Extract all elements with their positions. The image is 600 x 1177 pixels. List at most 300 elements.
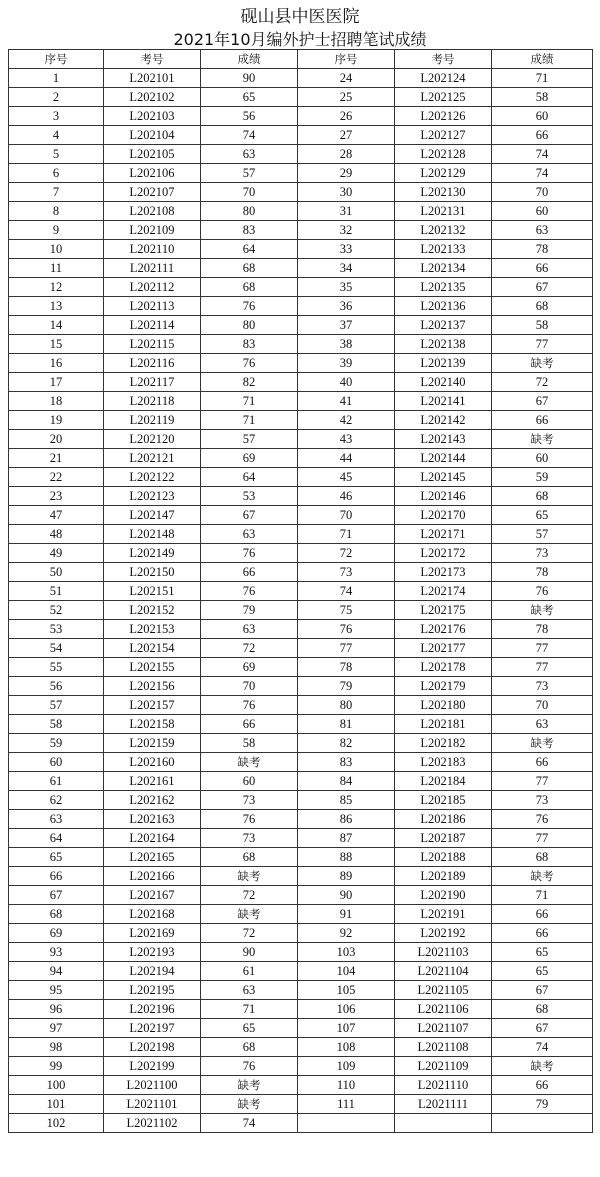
seq-cell: 41 bbox=[298, 392, 395, 411]
score-cell: 73 bbox=[492, 544, 593, 563]
seq-cell: 5 bbox=[9, 145, 104, 164]
seq-cell: 44 bbox=[298, 449, 395, 468]
seq-cell: 102 bbox=[9, 1114, 104, 1133]
exam-no-cell: L202105 bbox=[104, 145, 201, 164]
table-row bbox=[9, 924, 593, 943]
score-cell: 76 bbox=[201, 297, 298, 316]
exam-no-cell: L202141 bbox=[395, 392, 492, 411]
score-cell: 77 bbox=[492, 639, 593, 658]
seq-cell: 48 bbox=[9, 525, 104, 544]
exam-no-cell: L202113 bbox=[104, 297, 201, 316]
table-row bbox=[9, 183, 593, 202]
exam-no-cell: L202125 bbox=[395, 88, 492, 107]
exam-no-cell: L202168 bbox=[104, 905, 201, 924]
exam-no-cell: L202116 bbox=[104, 354, 201, 373]
score-cell bbox=[492, 1114, 593, 1133]
score-cell: 74 bbox=[492, 164, 593, 183]
table-row bbox=[9, 1076, 593, 1095]
exam-no-cell: L202127 bbox=[395, 126, 492, 145]
exam-no-cell: L202110 bbox=[104, 240, 201, 259]
exam-no-cell: L202101 bbox=[104, 69, 201, 88]
exam-no-cell: L202173 bbox=[395, 563, 492, 582]
seq-cell: 51 bbox=[9, 582, 104, 601]
exam-no-cell: L202177 bbox=[395, 639, 492, 658]
seq-cell: 65 bbox=[9, 848, 104, 867]
exam-no-cell: L2021101 bbox=[104, 1095, 201, 1114]
exam-no-cell: L202131 bbox=[395, 202, 492, 221]
exam-no-cell: L2021110 bbox=[395, 1076, 492, 1095]
seq-cell: 6 bbox=[9, 164, 104, 183]
exam-no-cell: L202190 bbox=[395, 886, 492, 905]
score-cell: 71 bbox=[201, 1000, 298, 1019]
seq-cell: 56 bbox=[9, 677, 104, 696]
score-cell: 70 bbox=[201, 183, 298, 202]
seq-cell: 75 bbox=[298, 601, 395, 620]
score-cell: 63 bbox=[492, 715, 593, 734]
score-cell: 74 bbox=[492, 1038, 593, 1057]
score-cell: 60 bbox=[492, 202, 593, 221]
exam-no-cell: L202147 bbox=[104, 506, 201, 525]
score-cell: 缺考 bbox=[201, 1076, 298, 1095]
seq-cell: 91 bbox=[298, 905, 395, 924]
score-cell: 67 bbox=[492, 392, 593, 411]
seq-cell: 110 bbox=[298, 1076, 395, 1095]
seq-cell: 96 bbox=[9, 1000, 104, 1019]
exam-no-cell: L202124 bbox=[395, 69, 492, 88]
score-cell: 65 bbox=[201, 1019, 298, 1038]
seq-cell: 57 bbox=[9, 696, 104, 715]
score-cell: 72 bbox=[201, 886, 298, 905]
table-row bbox=[9, 525, 593, 544]
exam-no-cell: L202104 bbox=[104, 126, 201, 145]
seq-cell: 103 bbox=[298, 943, 395, 962]
score-cell: 83 bbox=[201, 221, 298, 240]
table-row bbox=[9, 164, 593, 183]
seq-cell: 109 bbox=[298, 1057, 395, 1076]
exam-no-cell: L202120 bbox=[104, 430, 201, 449]
score-cell: 60 bbox=[201, 772, 298, 791]
seq-cell: 19 bbox=[9, 411, 104, 430]
exam-no-cell: L202118 bbox=[104, 392, 201, 411]
exam-no-cell: L202174 bbox=[395, 582, 492, 601]
exam-no-cell: L2021102 bbox=[104, 1114, 201, 1133]
score-cell: 58 bbox=[492, 316, 593, 335]
exam-no-cell: L202154 bbox=[104, 639, 201, 658]
exam-no-cell: L202182 bbox=[395, 734, 492, 753]
exam-no-cell: L202152 bbox=[104, 601, 201, 620]
score-cell: 73 bbox=[492, 677, 593, 696]
score-cell: 76 bbox=[492, 582, 593, 601]
score-cell: 58 bbox=[492, 88, 593, 107]
score-cell: 70 bbox=[492, 183, 593, 202]
score-cell: 68 bbox=[492, 297, 593, 316]
seq-cell: 39 bbox=[298, 354, 395, 373]
score-cell: 缺考 bbox=[201, 867, 298, 886]
seq-cell: 54 bbox=[9, 639, 104, 658]
exam-no-cell: L2021103 bbox=[395, 943, 492, 962]
table-row bbox=[9, 658, 593, 677]
score-cell: 79 bbox=[201, 601, 298, 620]
score-cell: 66 bbox=[492, 411, 593, 430]
seq-cell: 20 bbox=[9, 430, 104, 449]
seq-cell: 83 bbox=[298, 753, 395, 772]
table-row bbox=[9, 259, 593, 278]
score-cell: 71 bbox=[492, 886, 593, 905]
exam-no-cell: L202123 bbox=[104, 487, 201, 506]
seq-cell: 108 bbox=[298, 1038, 395, 1057]
score-cell: 78 bbox=[492, 240, 593, 259]
table-row bbox=[9, 582, 593, 601]
seq-cell: 100 bbox=[9, 1076, 104, 1095]
seq-cell: 25 bbox=[298, 88, 395, 107]
exam-no-cell: L202183 bbox=[395, 753, 492, 772]
seq-cell: 61 bbox=[9, 772, 104, 791]
score-cell: 64 bbox=[201, 468, 298, 487]
exam-no-cell bbox=[395, 1114, 492, 1133]
seq-cell: 1 bbox=[9, 69, 104, 88]
exam-no-cell: L202106 bbox=[104, 164, 201, 183]
seq-cell: 4 bbox=[9, 126, 104, 145]
score-cell: 57 bbox=[201, 164, 298, 183]
score-cell: 68 bbox=[201, 848, 298, 867]
seq-cell: 59 bbox=[9, 734, 104, 753]
score-cell: 74 bbox=[492, 145, 593, 164]
exam-no-cell: L202169 bbox=[104, 924, 201, 943]
table-body bbox=[9, 69, 593, 1133]
seq-cell: 18 bbox=[9, 392, 104, 411]
seq-cell: 22 bbox=[9, 468, 104, 487]
score-cell: 缺考 bbox=[492, 430, 593, 449]
exam-no-cell: L202176 bbox=[395, 620, 492, 639]
seq-cell: 40 bbox=[298, 373, 395, 392]
seq-cell: 62 bbox=[9, 791, 104, 810]
score-cell: 79 bbox=[492, 1095, 593, 1114]
score-cell: 缺考 bbox=[492, 867, 593, 886]
seq-cell: 42 bbox=[298, 411, 395, 430]
score-cell: 60 bbox=[492, 449, 593, 468]
score-cell: 72 bbox=[492, 373, 593, 392]
exam-no-cell: L202186 bbox=[395, 810, 492, 829]
exam-no-cell: L202188 bbox=[395, 848, 492, 867]
score-cell: 77 bbox=[492, 772, 593, 791]
exam-no-cell: L202197 bbox=[104, 1019, 201, 1038]
exam-no-cell: L202109 bbox=[104, 221, 201, 240]
exam-no-cell: L202142 bbox=[395, 411, 492, 430]
score-cell: 61 bbox=[201, 962, 298, 981]
seq-cell: 30 bbox=[298, 183, 395, 202]
seq-cell: 89 bbox=[298, 867, 395, 886]
table-row bbox=[9, 943, 593, 962]
exam-no-cell: L202145 bbox=[395, 468, 492, 487]
exam-no-cell: L202199 bbox=[104, 1057, 201, 1076]
exam-no-cell: L202162 bbox=[104, 791, 201, 810]
col-header-exam-no: 考号 bbox=[104, 50, 201, 69]
seq-cell: 23 bbox=[9, 487, 104, 506]
table-row bbox=[9, 829, 593, 848]
seq-cell: 43 bbox=[298, 430, 395, 449]
seq-cell: 7 bbox=[9, 183, 104, 202]
exam-no-cell: L202180 bbox=[395, 696, 492, 715]
score-cell: 66 bbox=[201, 715, 298, 734]
score-cell: 66 bbox=[492, 905, 593, 924]
seq-cell: 3 bbox=[9, 107, 104, 126]
table-row bbox=[9, 240, 593, 259]
score-cell: 71 bbox=[201, 411, 298, 430]
seq-cell: 34 bbox=[298, 259, 395, 278]
col-header-score: 成绩 bbox=[492, 50, 593, 69]
seq-cell: 9 bbox=[9, 221, 104, 240]
seq-cell: 82 bbox=[298, 734, 395, 753]
score-cell: 74 bbox=[201, 1114, 298, 1133]
score-cell: 67 bbox=[492, 981, 593, 1000]
seq-cell: 80 bbox=[298, 696, 395, 715]
score-cell: 82 bbox=[201, 373, 298, 392]
score-cell: 77 bbox=[492, 658, 593, 677]
exam-no-cell: L202187 bbox=[395, 829, 492, 848]
table-row bbox=[9, 1114, 593, 1133]
table-row bbox=[9, 316, 593, 335]
seq-cell: 60 bbox=[9, 753, 104, 772]
score-cell: 66 bbox=[201, 563, 298, 582]
score-cell: 80 bbox=[201, 316, 298, 335]
score-cell: 90 bbox=[201, 69, 298, 88]
table-row bbox=[9, 544, 593, 563]
seq-cell: 85 bbox=[298, 791, 395, 810]
table-row bbox=[9, 772, 593, 791]
exam-no-cell: L202171 bbox=[395, 525, 492, 544]
seq-cell: 105 bbox=[298, 981, 395, 1000]
exam-no-cell: L202191 bbox=[395, 905, 492, 924]
exam-no-cell: L2021104 bbox=[395, 962, 492, 981]
score-cell: 68 bbox=[492, 1000, 593, 1019]
exam-no-cell: L202166 bbox=[104, 867, 201, 886]
exam-no-cell: L202139 bbox=[395, 354, 492, 373]
table-row bbox=[9, 506, 593, 525]
exam-no-cell: L202181 bbox=[395, 715, 492, 734]
score-cell: 68 bbox=[201, 259, 298, 278]
seq-cell: 92 bbox=[298, 924, 395, 943]
seq-cell: 31 bbox=[298, 202, 395, 221]
seq-cell: 2 bbox=[9, 88, 104, 107]
exam-no-cell: L202192 bbox=[395, 924, 492, 943]
seq-cell: 37 bbox=[298, 316, 395, 335]
seq-cell: 52 bbox=[9, 601, 104, 620]
exam-no-cell: L202172 bbox=[395, 544, 492, 563]
table-row bbox=[9, 601, 593, 620]
table-row bbox=[9, 1038, 593, 1057]
score-cell: 67 bbox=[201, 506, 298, 525]
table-row bbox=[9, 392, 593, 411]
score-cell: 70 bbox=[201, 677, 298, 696]
table-row bbox=[9, 696, 593, 715]
score-cell: 76 bbox=[492, 810, 593, 829]
exam-no-cell: L202165 bbox=[104, 848, 201, 867]
exam-no-cell: L202133 bbox=[395, 240, 492, 259]
score-cell: 73 bbox=[201, 829, 298, 848]
score-cell: 77 bbox=[492, 335, 593, 354]
exam-no-cell: L202108 bbox=[104, 202, 201, 221]
table-row bbox=[9, 1057, 593, 1076]
exam-no-cell: L202132 bbox=[395, 221, 492, 240]
seq-cell: 11 bbox=[9, 259, 104, 278]
score-cell: 66 bbox=[492, 753, 593, 772]
seq-cell: 64 bbox=[9, 829, 104, 848]
exam-no-cell: L202178 bbox=[395, 658, 492, 677]
table-row bbox=[9, 126, 593, 145]
table-row bbox=[9, 753, 593, 772]
table-row bbox=[9, 1000, 593, 1019]
exam-no-cell: L202128 bbox=[395, 145, 492, 164]
exam-no-cell: L202138 bbox=[395, 335, 492, 354]
table-row bbox=[9, 69, 593, 88]
score-cell: 66 bbox=[492, 126, 593, 145]
score-cell: 66 bbox=[492, 924, 593, 943]
exam-no-cell: L2021111 bbox=[395, 1095, 492, 1114]
score-cell: 63 bbox=[201, 145, 298, 164]
exam-no-cell: L202170 bbox=[395, 506, 492, 525]
seq-cell: 111 bbox=[298, 1095, 395, 1114]
score-cell: 53 bbox=[201, 487, 298, 506]
score-cell: 78 bbox=[492, 620, 593, 639]
score-cell: 76 bbox=[201, 354, 298, 373]
exam-no-cell: L202103 bbox=[104, 107, 201, 126]
score-cell: 66 bbox=[492, 259, 593, 278]
seq-cell: 58 bbox=[9, 715, 104, 734]
exam-no-cell: L202117 bbox=[104, 373, 201, 392]
exam-no-cell: L202193 bbox=[104, 943, 201, 962]
score-cell: 66 bbox=[492, 1076, 593, 1095]
seq-cell: 13 bbox=[9, 297, 104, 316]
exam-no-cell: L202149 bbox=[104, 544, 201, 563]
score-cell: 缺考 bbox=[492, 354, 593, 373]
score-cell: 76 bbox=[201, 544, 298, 563]
seq-cell: 73 bbox=[298, 563, 395, 582]
table-row bbox=[9, 202, 593, 221]
seq-cell: 50 bbox=[9, 563, 104, 582]
table-row bbox=[9, 1095, 593, 1114]
seq-cell: 24 bbox=[298, 69, 395, 88]
exam-no-cell: L202196 bbox=[104, 1000, 201, 1019]
score-cell: 60 bbox=[492, 107, 593, 126]
table-row bbox=[9, 1019, 593, 1038]
exam-no-cell: L2021100 bbox=[104, 1076, 201, 1095]
seq-cell: 86 bbox=[298, 810, 395, 829]
seq-cell: 87 bbox=[298, 829, 395, 848]
seq-cell: 84 bbox=[298, 772, 395, 791]
seq-cell: 29 bbox=[298, 164, 395, 183]
table-row bbox=[9, 563, 593, 582]
score-cell: 67 bbox=[492, 1019, 593, 1038]
table-row bbox=[9, 715, 593, 734]
exam-no-cell: L202158 bbox=[104, 715, 201, 734]
seq-cell: 53 bbox=[9, 620, 104, 639]
seq-cell bbox=[298, 1114, 395, 1133]
table-row bbox=[9, 297, 593, 316]
exam-no-cell: L202153 bbox=[104, 620, 201, 639]
score-cell: 缺考 bbox=[201, 753, 298, 772]
score-cell: 缺考 bbox=[201, 905, 298, 924]
seq-cell: 88 bbox=[298, 848, 395, 867]
exam-no-cell: L202185 bbox=[395, 791, 492, 810]
table-row bbox=[9, 107, 593, 126]
exam-no-cell: L202130 bbox=[395, 183, 492, 202]
exam-no-cell: L202167 bbox=[104, 886, 201, 905]
score-cell: 65 bbox=[492, 943, 593, 962]
exam-no-cell: L202159 bbox=[104, 734, 201, 753]
exam-no-cell: L202119 bbox=[104, 411, 201, 430]
header-row bbox=[9, 50, 593, 69]
table-row bbox=[9, 981, 593, 1000]
exam-no-cell: L2021109 bbox=[395, 1057, 492, 1076]
seq-cell: 45 bbox=[298, 468, 395, 487]
exam-no-cell: L202134 bbox=[395, 259, 492, 278]
seq-cell: 21 bbox=[9, 449, 104, 468]
exam-no-cell: L2021108 bbox=[395, 1038, 492, 1057]
exam-no-cell: L202135 bbox=[395, 278, 492, 297]
exam-no-cell: L202146 bbox=[395, 487, 492, 506]
table-row bbox=[9, 430, 593, 449]
score-cell: 缺考 bbox=[492, 601, 593, 620]
score-cell: 58 bbox=[201, 734, 298, 753]
exam-no-cell: L202164 bbox=[104, 829, 201, 848]
seq-cell: 66 bbox=[9, 867, 104, 886]
table-row bbox=[9, 791, 593, 810]
score-cell: 63 bbox=[201, 525, 298, 544]
col-header-seq: 序号 bbox=[298, 50, 395, 69]
score-cell: 76 bbox=[201, 696, 298, 715]
table-row bbox=[9, 145, 593, 164]
seq-cell: 26 bbox=[298, 107, 395, 126]
score-cell: 68 bbox=[492, 848, 593, 867]
exam-no-cell: L202114 bbox=[104, 316, 201, 335]
score-cell: 65 bbox=[201, 88, 298, 107]
exam-no-cell: L202115 bbox=[104, 335, 201, 354]
seq-cell: 95 bbox=[9, 981, 104, 1000]
score-cell: 缺考 bbox=[492, 1057, 593, 1076]
seq-cell: 76 bbox=[298, 620, 395, 639]
seq-cell: 16 bbox=[9, 354, 104, 373]
table-row bbox=[9, 335, 593, 354]
score-cell: 77 bbox=[492, 829, 593, 848]
seq-cell: 68 bbox=[9, 905, 104, 924]
seq-cell: 38 bbox=[298, 335, 395, 354]
exam-no-cell: L202143 bbox=[395, 430, 492, 449]
exam-no-cell: L202126 bbox=[395, 107, 492, 126]
seq-cell: 15 bbox=[9, 335, 104, 354]
seq-cell: 97 bbox=[9, 1019, 104, 1038]
table-row bbox=[9, 373, 593, 392]
exam-no-cell: L202151 bbox=[104, 582, 201, 601]
seq-cell: 12 bbox=[9, 278, 104, 297]
seq-cell: 106 bbox=[298, 1000, 395, 1019]
col-header-seq: 序号 bbox=[9, 50, 104, 69]
score-cell: 69 bbox=[201, 449, 298, 468]
score-cell: 78 bbox=[492, 563, 593, 582]
score-cell: 缺考 bbox=[492, 734, 593, 753]
table-row bbox=[9, 278, 593, 297]
seq-cell: 104 bbox=[298, 962, 395, 981]
exam-no-cell: L202129 bbox=[395, 164, 492, 183]
seq-cell: 36 bbox=[298, 297, 395, 316]
seq-cell: 14 bbox=[9, 316, 104, 335]
score-cell: 56 bbox=[201, 107, 298, 126]
exam-no-cell: L202157 bbox=[104, 696, 201, 715]
seq-cell: 46 bbox=[298, 487, 395, 506]
seq-cell: 10 bbox=[9, 240, 104, 259]
seq-cell: 47 bbox=[9, 506, 104, 525]
exam-no-cell: L202195 bbox=[104, 981, 201, 1000]
col-header-exam-no: 考号 bbox=[395, 50, 492, 69]
